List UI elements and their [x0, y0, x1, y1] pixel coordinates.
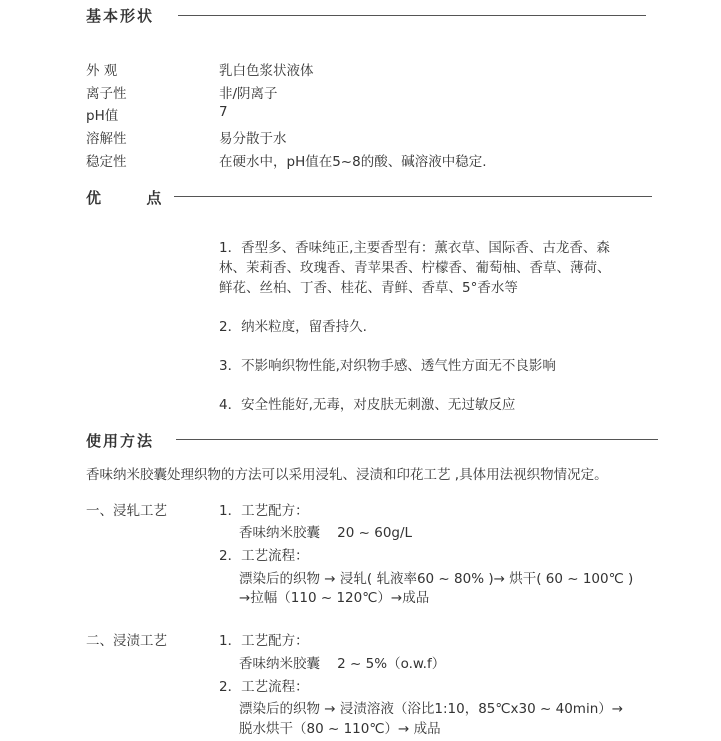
- advantage-item-1-line-3: 鲜花、丝柏、丁香、桂花、青鲜、香草、5°香水等: [219, 280, 518, 296]
- method-2-formula-label: 1．工艺配方：: [219, 633, 309, 649]
- section-divider-basic: [178, 15, 646, 16]
- property-value-ionicity: 非/阴离子: [219, 86, 278, 102]
- method-1-process-line-2: →拉幅（110 ~ 120℃）→成品: [239, 590, 430, 606]
- property-label-ionicity: 离子性: [86, 86, 127, 102]
- usage-intro: 香味纳米胶囊处理织物的方法可以采用浸轧、浸渍和印花工艺 ,具体用法视织物情况定。: [86, 467, 608, 483]
- advantage-item-3: 3．不影响织物性能,对织物手感、透气性方面无不良影响: [219, 358, 556, 374]
- property-label-ph: pH值: [86, 108, 119, 124]
- property-label-appearance: 外 观: [86, 63, 118, 79]
- section-title-basic: 基本形状: [86, 7, 155, 25]
- advantage-item-4: 4．安全性能好,无毒，对皮肤无刺激、无过敏反应: [219, 397, 516, 413]
- advantage-item-1-line-2: 林、茉莉香、玫瑰香、青苹果香、柠檬香、葡萄柚、香草、薄荷、: [219, 260, 611, 276]
- method-2-formula-value: 香味纳米胶囊 2 ~ 5%（o.w.f）: [239, 656, 446, 672]
- section-divider-advantages: [174, 196, 652, 197]
- section-title-advantages: 优 点: [86, 189, 164, 207]
- property-value-stability: 在硬水中，pH值在5~8的酸、碱溶液中稳定.: [219, 154, 487, 170]
- advantage-item-1-line-1: 1．香型多、香味纯正,主要香型有：薰衣草、国际香、古龙香、森: [219, 240, 610, 256]
- property-label-solubility: 溶解性: [86, 131, 127, 147]
- section-divider-usage: [176, 439, 658, 440]
- method-1-process-line-1: 漂染后的织物 → 浸轧( 轧液率60 ~ 80% )→ 烘干( 60 ~ 100℃ ): [239, 571, 634, 587]
- method-2-process-label: 2．工艺流程：: [219, 679, 309, 695]
- property-label-stability: 稳定性: [86, 154, 127, 170]
- method-1-process-label: 2．工艺流程：: [219, 548, 309, 564]
- section-title-usage: 使用方法: [86, 432, 155, 450]
- property-value-ph: 7: [219, 104, 228, 120]
- method-2-name: 二、浸渍工艺: [86, 633, 167, 649]
- method-1-formula-value: 香味纳米胶囊 20 ~ 60g/L: [239, 525, 413, 541]
- method-1-name: 一、浸轧工艺: [86, 503, 167, 519]
- method-1-formula-label: 1．工艺配方：: [219, 503, 309, 519]
- method-2-process-line-2: 脱水烘干（80 ~ 110℃）→ 成品: [239, 721, 441, 737]
- advantage-item-2: 2．纳米粒度，留香持久.: [219, 319, 367, 335]
- method-2-process-line-1: 漂染后的织物 → 浸渍溶液（浴比1:10，85℃x30 ~ 40min）→: [239, 701, 624, 717]
- property-value-appearance: 乳白色浆状液体: [219, 63, 314, 79]
- property-value-solubility: 易分散于水: [219, 131, 287, 147]
